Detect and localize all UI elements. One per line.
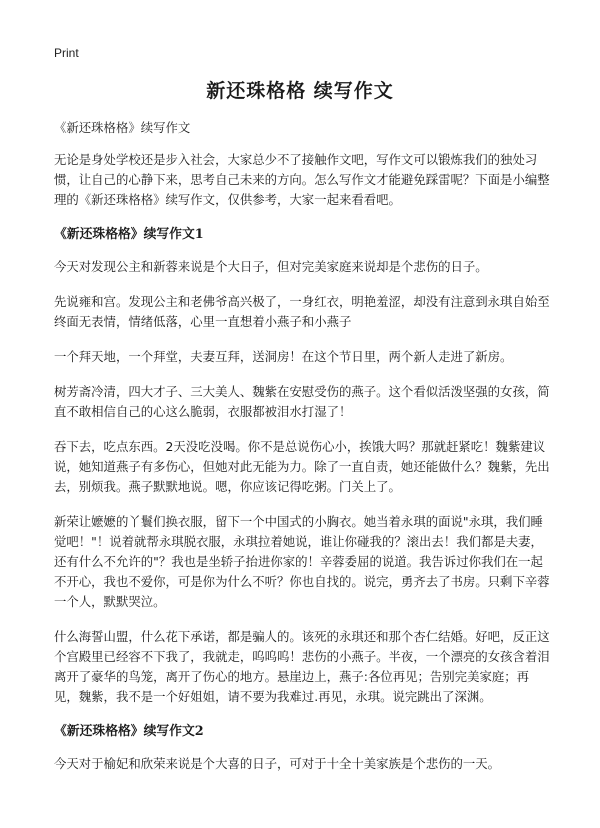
print-link[interactable]: Print xyxy=(54,46,79,60)
section2-paragraph: 今天对于榆妃和欣荣来说是个大喜的日子，可对于十全十美家族是个悲伤的一天。 xyxy=(54,756,501,771)
section1-paragraph: 新荣让嬷嬷的丫鬟们换衣服，留下一个中国式的小胸衣。她当着永琪的面说"永琪，我们睡觉吧！"！说着就帮永琪脱衣服，永琪拉着她说，谁让你碰我的？滚出去！我们都是夫妻，还有什么不允许的"？我也是坐轿子抬进你家的！辛蓉委屈的说道。我告诉过你我们在一起不开心，我也不爱你，可是你为什么不听？你也自找的。说完，勇齐去了书房。只剩下辛蓉一个人，默默哭泣。 xyxy=(54,514,550,609)
article-body xyxy=(54,118,550,789)
section1-paragraph: 今天对发现公主和新蓉来说是个大日子，但对完美家庭来说却是个悲伤的日子。 xyxy=(54,259,488,274)
section1-paragraph: 树芳斋冷清，四大才子、三大美人、魏紫在安慰受伤的燕子。这个看似活泼坚强的女孩，简直不敢相信自己的心这么脆弱，衣服都被泪水打湿了！ xyxy=(54,384,550,419)
section-heading-1: 《新还珠格格》续写作文1 xyxy=(54,227,204,242)
section1-paragraph: 一个拜天地，一个拜堂，夫妻互拜，送洞房！在这个节日里，两个新人走进了新房。 xyxy=(54,349,513,364)
section1-paragraph: 吞下去，吃点东西。2天没吃没喝。你不是总说伤心小，挨饿大吗？那就赶紧吃！魏紫建议说，她知道燕子有多伤心，但她对此无能为力。除了一直自责，她还能做什么？魏紫，先出去，别烦我。燕子默默地说。嗯，你应该记得吃粥。门关上了。 xyxy=(54,439,550,494)
page-title: 新还珠格格 续写作文 xyxy=(206,80,394,102)
article-subtitle: 《新还珠格格》续写作文 xyxy=(54,120,191,135)
section1-paragraph: 先说雍和宫。发现公主和老佛爷高兴极了，一身红衣，明艳羞涩，却没有注意到永琪自始至终面无表情，情绪低落，心里一直想着小燕子和小燕子 xyxy=(54,294,550,329)
section-heading-2: 《新还珠格格》续写作文2 xyxy=(54,724,204,739)
section1-paragraph: 什么海誓山盟，什么花下承诺，都是骗人的。该死的永琪还和那个杏仁结婚。好吧，反正这个宫殿里已经容不下我了，我就走，呜呜呜！悲伤的小燕子。半夜，一个漂亮的女孩含着泪离开了豪华的鸟笼，离开了伤心的地方。悬崖边上，燕子:各位再见；告别完美家庭；再见，魏紫，我不是一个好姐姐，请不要为我难过.再见，永琪。说完跳出了深渊。 xyxy=(54,629,550,704)
intro-paragraph: 无论是身处学校还是步入社会，大家总少不了接触作文吧，写作文可以锻炼我们的独处习惯，让自己的心静下来，思考自己未来的方向。怎么写作文才能避免踩雷呢？下面是小编整理的《新还珠格格》续写作文，仅供参考，大家一起来看看吧。 xyxy=(54,152,550,207)
